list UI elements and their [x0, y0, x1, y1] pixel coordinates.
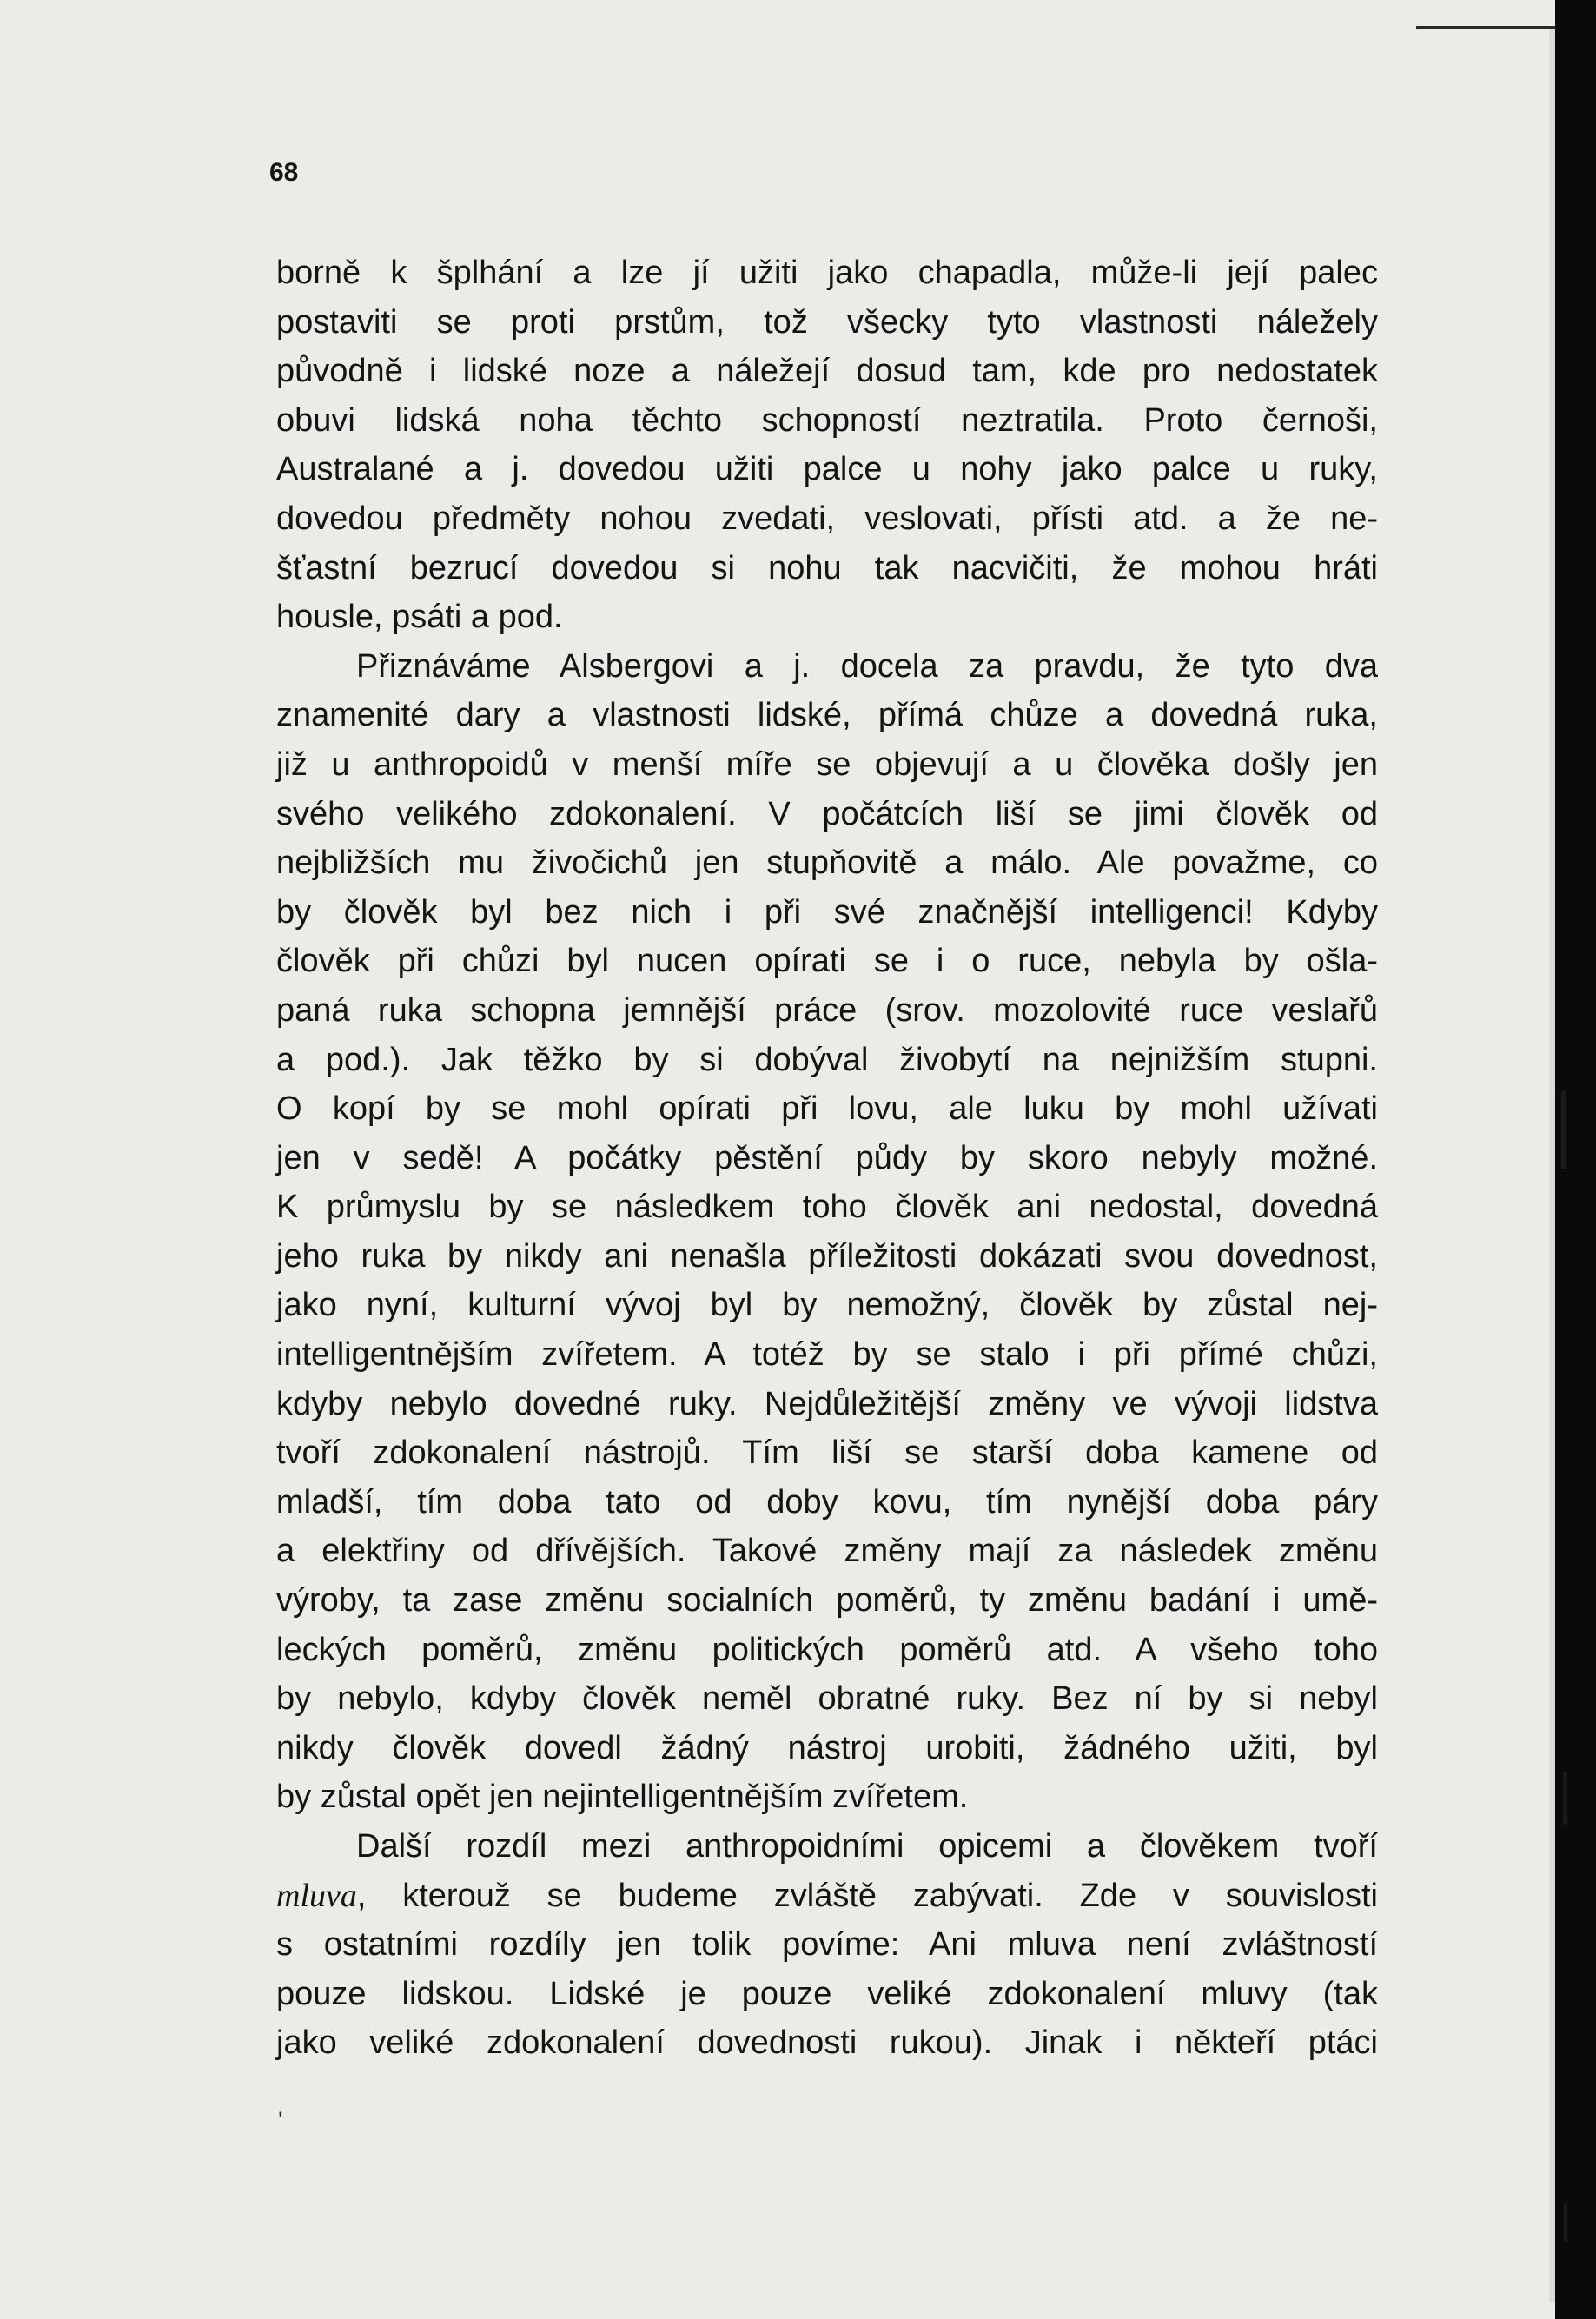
text-line: a pod.). Jak těžko by si dobýval živobytí na nejnižším stupni. [276, 1041, 1378, 1078]
text-line: Australané a j. dovedou užiti palce u nohy jako palce u ruky, [276, 451, 1378, 488]
text-line: a elektřiny od dřívějších. Takové změny mají za následek změnu [276, 1533, 1378, 1570]
text-line: housle, psáti a pod. [276, 599, 563, 636]
margin-mark [1561, 1090, 1566, 1169]
text-line: by zůstal opět jen nejintelligentnějším zvířetem. [276, 1779, 969, 1816]
text-line: kdyby nebylo dovedné ruky. Nejdůležitější změny ve vývoji lidstva [276, 1385, 1378, 1422]
text-line: původně i lidské noze a náležejí dosud tam, kde pro nedostatek [276, 353, 1378, 390]
text-line: s ostatními rozdíly jen tolik povíme: Ani mluva není zvláštností [276, 1926, 1378, 1964]
text-line: obuvi lidská noha těchto schopností neztratila. Proto černoši, [276, 401, 1378, 439]
text-line: O kopí by se mohl opírati při lovu, ale luku by mohl užívati [276, 1090, 1378, 1128]
text-line: leckých poměrů, změnu politických poměrů atd. A všeho toho [276, 1631, 1378, 1668]
margin-mark [1564, 2203, 1567, 2242]
text-line: dovedou předměty nohou zvedati, veslovati, přísti atd. a že ne- [276, 500, 1378, 537]
text-line: již u anthropoidů v menší míře se objevují a u člověka došly jen [276, 745, 1378, 783]
page-number: 68 [269, 158, 299, 187]
text-line: nejbližších mu živočichů jen stupňovitě a málo. Ale považme, co [276, 845, 1378, 882]
text-line [276, 1872, 1378, 1921]
text-line: jako nyní, kulturní vývoj byl by nemožný, člověk by zůstal nej- [276, 1287, 1378, 1324]
text-line: výroby, ta zase změnu socialních poměrů, ty změnu badání i umě- [276, 1582, 1378, 1620]
stray-mark: ' [278, 2107, 283, 2136]
text-line: by nebylo, kdyby člověk neměl obratné ruky. Bez ní by si nebyl [276, 1680, 1378, 1718]
text-line: tvoří zdokonalení nástrojů. Tím liší se starší doba kamene od [276, 1434, 1378, 1472]
text-line: Další rozdíl mezi anthropoidními opicemi a člověkem tvoří [356, 1828, 1378, 1865]
text-line: borně k šplhání a lze jí užiti jako chapadla, může-li její palec [276, 255, 1378, 291]
italic-term: mluva [276, 1877, 357, 1914]
text-fragment: , kterouž se budeme zvláště zabývati. Zde v souvislosti [356, 1877, 1378, 1914]
text-line: pouze lidskou. Lidské je pouze veliké zdokonalení mluvy (tak [276, 1975, 1378, 2012]
text-line: znamenité dary a vlastnosti lidské, přímá chůze a dovedná ruka, [276, 697, 1378, 734]
page-edge [1549, 26, 1555, 2302]
text-line: šťastní bezrucí dovedou si nohu tak nacvičiti, že mohou hráti [276, 549, 1378, 586]
body-text [276, 248, 1378, 2068]
text-line: jako veliké zdokonalení dovednosti rukou). Jinak i někteří ptáci [276, 2024, 1378, 2062]
text-line: K průmyslu by se následkem toho člověk ani nedostal, dovedná [276, 1189, 1378, 1226]
margin-mark [1563, 1772, 1567, 1825]
text-line: jeho ruka by nikdy ani nenašla příležitosti dokázati svou dovednost, [276, 1237, 1378, 1275]
text-line: intelligentnějším zvířetem. A totéž by se stalo i při přímé chůzi, [276, 1336, 1378, 1374]
text-line: nikdy člověk dovedl žádný nástroj urobiti, žádného užiti, byl [276, 1729, 1378, 1766]
text-line: postaviti se proti prstům, tož všecky tyto vlastnosti náležely [276, 303, 1378, 341]
text-line: by člověk byl bez nich i při své značnější intelligenci! Kdyby [276, 893, 1378, 931]
text-line: člověk při chůzi byl nucen opírati se i o ruce, nebyla by ošla- [276, 943, 1378, 980]
text-line: Přiznáváme Alsbergovi a j. docela za pravdu, že tyto dva [356, 647, 1378, 685]
text-line: mladší, tím doba tato od doby kovu, tím nynější doba páry [276, 1483, 1378, 1521]
text-line: paná ruka schopna jemnější práce (srov. mozolovité ruce veslařů [276, 991, 1378, 1029]
top-edge-line [1416, 26, 1555, 29]
text-line: svého velikého zdokonalení. V počátcích liší se jimi člověk od [276, 795, 1378, 832]
text-line: jen v sedě! A počátky pěstění půdy by skoro nebyly možné. [276, 1139, 1378, 1176]
